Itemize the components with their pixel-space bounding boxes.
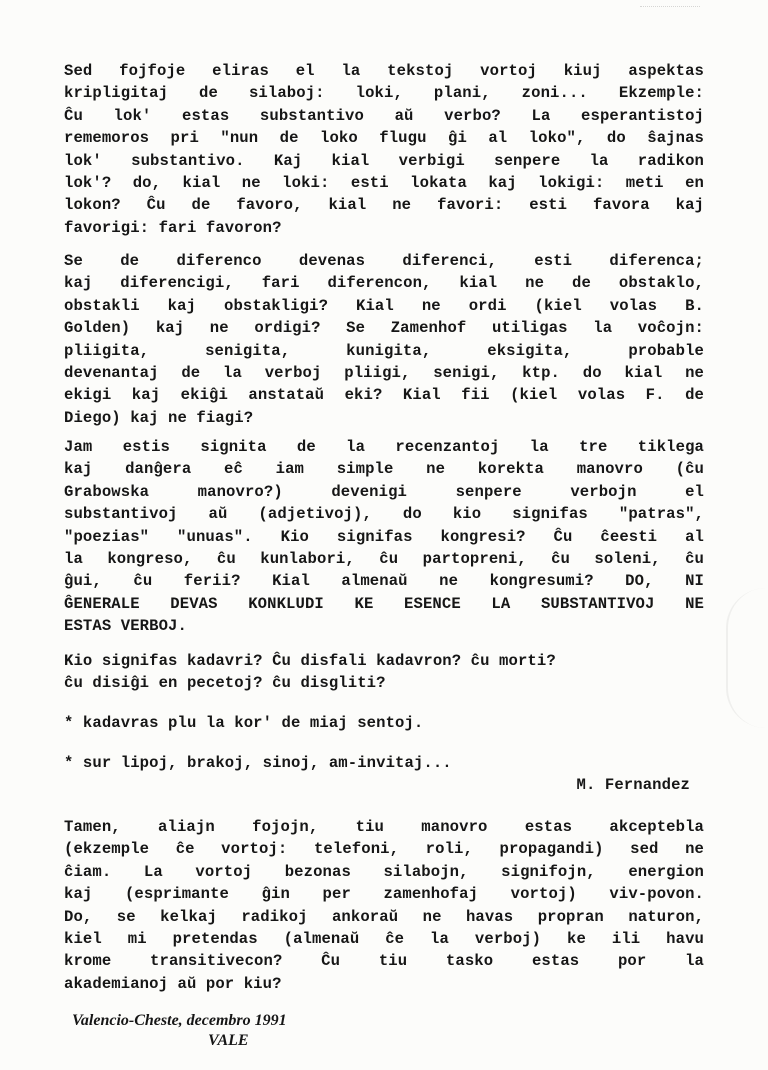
text-line: ĝui, ĉu ferii? Kial almenaŭ ne kongresumi? DO, NI <box>64 572 704 591</box>
paragraph-grabowska-manovro <box>64 436 704 638</box>
text-line: kiel mi pretendas (almenaŭ ĉe la verboj) ke ili havu <box>64 930 704 949</box>
text-line: ĜENERALE DEVAS KONKLUDI KE ESENCE LA SUBSTANTIVOJ NE <box>64 594 704 613</box>
text-line: favorigi: fari favoron? <box>64 218 282 237</box>
author-name: M. Fernandez <box>576 776 690 794</box>
signoff-place-date: Valencio-Cheste, decembro 1991 <box>72 1012 287 1029</box>
text-line: la kongreso, ĉu kunlabori, ĉu partopreni, ĉu soleni, ĉu <box>64 550 704 569</box>
quote-attribution <box>64 774 690 796</box>
text-line: Kio signifas kadavri? Ĉu disfali kadavron? ĉu morti? <box>64 652 556 670</box>
scan-mark <box>640 0 700 7</box>
text-line: (ekzemple ĉe vortoj: telefoni, roli, propagandi) sed ne <box>64 840 704 859</box>
scan-bleed-mark <box>726 588 768 728</box>
text-line: akademianoj aŭ por kiu? <box>64 974 282 993</box>
text-line: ĉu disiĝi en pecetoj? ĉu disgliti? <box>64 674 386 693</box>
text-line: "poezias" "unuas". Kio signifas kongresi? Ĉu ĉeesti al <box>64 527 704 546</box>
quote-line <box>64 752 704 774</box>
quote-text: * sur lipoj, brakoj, sinoj, am-invitaj... <box>64 754 452 772</box>
text-line: Grabowska manovro?) devenigi senpere verbojn el <box>64 482 704 501</box>
text-line: ĉiam. La vortoj bezonas silabojn, signifojn, energion <box>64 862 704 881</box>
text-line: kaj danĝera eĉ iam simple ne korekta manovro (ĉu <box>64 460 704 479</box>
text-line: kaj diferencigi, fari diferencon, kial ne de obstaklo, <box>64 274 704 293</box>
text-line: ekigi kaj ekiĝi anstataŭ eki? Kial fii (kiel volas F. de <box>64 386 704 405</box>
text-line: lok' substantivo. Kaj kial verbigi senpere la radikon <box>64 151 704 170</box>
quote-line <box>64 712 704 734</box>
paragraph-kadavri <box>64 650 704 695</box>
paragraph-tamen <box>64 816 704 995</box>
text-line: Se de diferenco devenas diferenci, esti diferenca; <box>64 252 704 270</box>
text-line: Do, se kelkaj radikoj ankoraŭ ne havas propran naturon, <box>64 907 704 926</box>
text-line: kaj (esprimante ĝin per zamenhofaj vortoj) viv-povon. <box>64 885 704 904</box>
text-line: ESTAS VERBOJ. <box>64 617 187 636</box>
text-line: kripligitaj de silaboj: loki, plani, zoni... Ekzemple: <box>64 84 704 103</box>
text-line: Jam estis signita de la recenzantoj la tre tiklega <box>64 438 704 456</box>
text-line: Diego) kaj ne fiagi? <box>64 408 254 427</box>
text-line: pliigita, senigita, kunigita, eksigita, probable <box>64 341 704 360</box>
quote-text: * kadavras plu la kor' de miaj sentoj. <box>64 714 424 732</box>
text-line: devenantaj de la verboj pliigi, senigi, ktp. do kial ne <box>64 364 704 383</box>
text-line: Tamen, aliajn fojojn, tiu manovro estas akceptebla <box>64 818 704 836</box>
text-line: lokon? Ĉu de favoro, kial ne favori: esti favora kaj <box>64 196 704 215</box>
text-line: Ĉu lok' estas substantivo aŭ verbo? La esperantistoj <box>64 106 704 125</box>
text-line: Sed fojfoje eliras el la tekstoj vortoj kiuj aspektas <box>64 62 704 80</box>
text-line: rememoros pri "nun de loko flugu ĝi al loko", do ŝajnas <box>64 129 704 148</box>
paragraph-verbs-from-roots <box>64 60 704 239</box>
text-line: lok'? do, kial ne loki: esti lokata kaj lokigi: meti en <box>64 174 704 193</box>
signoff-name: VALE <box>208 1032 249 1049</box>
text-line: Golden) kaj ne ordigi? Se Zamenhof utiligas la voĉojn: <box>64 319 704 338</box>
text-line: obstakli kaj obstakligi? Kial ne ordi (kiel volas B. <box>64 296 704 315</box>
text-line: krome transitivecon? Ĉu tiu tasko estas por la <box>64 952 704 971</box>
text-line: substantivoj aŭ (adjetivoj), do kio signifas "patras", <box>64 505 704 524</box>
paragraph-diferenco <box>64 250 704 429</box>
